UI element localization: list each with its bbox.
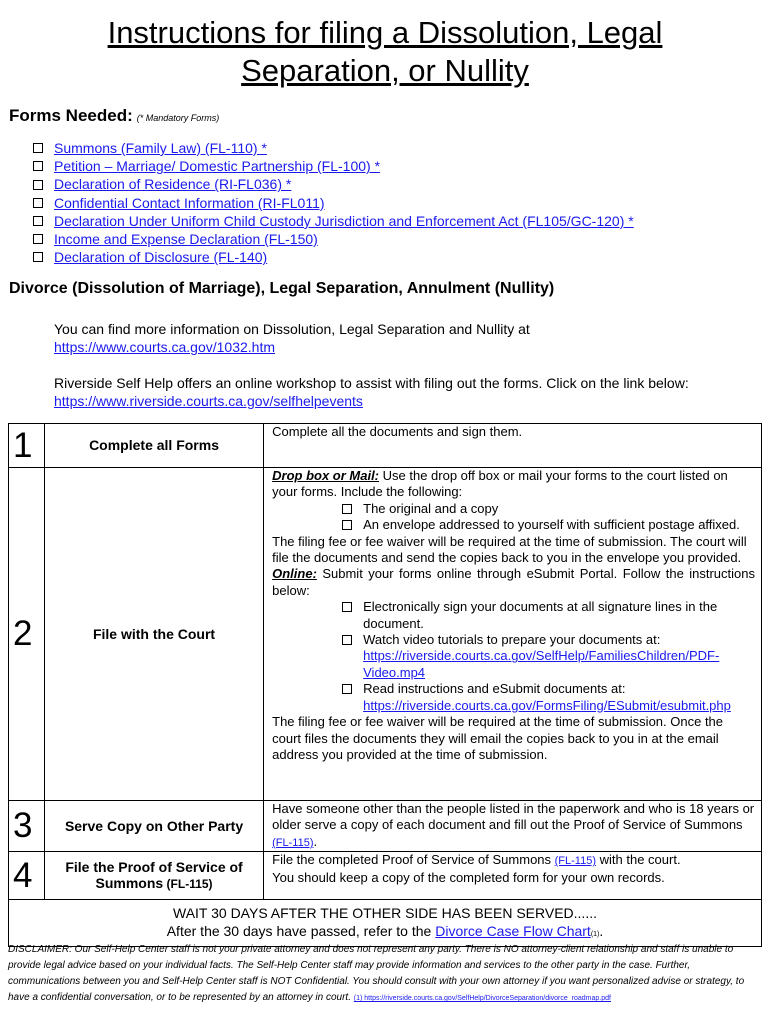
dropbox-after: The filing fee or fee waiver will be required at the time of submission. The court will file the documents and send the copies back to you in the envelope you provided. xyxy=(272,533,747,566)
disclaimer xyxy=(8,942,762,1007)
checkbox-icon[interactable] xyxy=(33,216,43,226)
wait-row xyxy=(9,900,762,947)
dropbox-item xyxy=(272,501,755,517)
fl-115-link[interactable]: (FL-115) xyxy=(554,855,597,868)
form-item xyxy=(33,212,634,230)
info-text-2: Riverside Self Help offers an online workshop to assist with filing out the forms. Click on the link below: xyxy=(54,375,689,391)
form-item xyxy=(33,248,634,266)
esubmit-link[interactable]: https://riverside.courts.ca.gov/FormsFiling/ESubmit/esubmit.php xyxy=(363,697,731,713)
step-3-text: Have someone other than the people listed in the paperwork and who is 18 years or older serve a copy of each document and fill out the Proof of Service of Summons xyxy=(272,801,755,833)
wait-line-2-text: After the 30 days have passed, refer to the xyxy=(166,923,436,940)
footnote-ref: (1) xyxy=(590,931,600,939)
checkbox-icon[interactable] xyxy=(33,161,43,171)
steps-table xyxy=(8,423,762,947)
wait-line-1: WAIT 30 DAYS AFTER THE OTHER SIDE HAS BEEN SERVED...... xyxy=(173,905,597,922)
step-3-end: . xyxy=(313,833,318,849)
dropbox-label: Drop box or Mail: xyxy=(272,468,380,483)
online-item-text: Watch video tutorials to prepare your documents at: xyxy=(363,632,661,648)
step-number: 4 xyxy=(9,852,45,900)
form-link-residence[interactable]: Declaration of Residence (RI-FL036) * xyxy=(54,176,292,193)
title-line-1: Instructions for filing a Dissolution, Legal xyxy=(107,15,663,50)
info-paragraph-2 xyxy=(54,374,689,410)
form-link-uccjea[interactable]: Declaration Under Uniform Child Custody Jurisdiction and Enforcement Act (FL105/GC-120) * xyxy=(54,212,634,229)
step-number: 1 xyxy=(9,424,45,468)
step-name: Serve Copy on Other Party xyxy=(44,801,263,852)
page-title xyxy=(0,14,770,90)
info-paragraph-1 xyxy=(54,320,530,356)
video-tutorial-link[interactable]: https://riverside.courts.ca.gov/SelfHelp/FamiliesChildren/PDF-Video.mp4 xyxy=(363,648,720,680)
step-name xyxy=(44,852,263,900)
forms-needed-heading xyxy=(9,106,219,126)
checkbox-icon[interactable] xyxy=(342,504,352,514)
self-help-events-link[interactable]: https://www.riverside.courts.ca.gov/selfhelpevents xyxy=(54,393,363,409)
section-heading: Divorce (Dissolution of Marriage), Legal Separation, Annulment (Nullity) xyxy=(9,280,555,297)
step-row-3 xyxy=(9,801,762,852)
step-4-keep-copy: You should keep a copy of the completed form for your own records. xyxy=(272,869,665,885)
step-4-name: File the Proof of Service of Summons xyxy=(65,858,243,892)
online-item-text: Electronically sign your documents at all signature lines in the document. xyxy=(363,599,718,631)
form-link-petition[interactable]: Petition – Marriage/ Domestic Partnership (FL-100) * xyxy=(54,158,381,175)
forms-checklist xyxy=(33,139,634,266)
step-4-text: File the completed Proof of Service of Summons xyxy=(272,852,555,868)
step-row-2 xyxy=(9,468,762,801)
form-item xyxy=(33,157,634,175)
step-description xyxy=(264,801,762,852)
checkbox-icon[interactable] xyxy=(342,520,352,530)
wait-notice xyxy=(9,900,762,947)
dropbox-item-text: The original and a copy xyxy=(363,500,499,516)
step-4-form-code: (FL-115) xyxy=(163,877,213,892)
form-item xyxy=(33,175,634,193)
checkbox-icon[interactable] xyxy=(342,635,352,645)
online-after: The filing fee or fee waiver will be required at the time of submission. Once the court files the documents they will email the copies back to you in at the email address you provided at the time of submission. xyxy=(272,714,724,762)
step-description xyxy=(264,852,762,900)
step-number: 3 xyxy=(9,801,45,852)
online-intro xyxy=(272,566,755,599)
step-name: File with the Court xyxy=(44,468,263,801)
online-item xyxy=(272,599,755,632)
online-item-text: Read instructions and eSubmit documents at: xyxy=(363,681,626,697)
step-4-text-end: with the court. xyxy=(596,852,681,868)
online-label: Online: xyxy=(272,566,317,582)
checkbox-icon[interactable] xyxy=(342,684,352,694)
dropbox-item xyxy=(272,517,755,533)
info-text-1: You can find more information on Dissolution, Legal Separation and Nullity at xyxy=(54,321,530,337)
case-flow-chart-link[interactable]: Divorce Case Flow Chart xyxy=(435,923,591,940)
checkbox-icon[interactable] xyxy=(33,234,43,244)
dropbox-text: Use the drop off box or mail your forms to the court listed on your forms. Include the following: xyxy=(272,468,728,500)
form-item xyxy=(33,194,634,212)
checkbox-icon[interactable] xyxy=(33,143,43,153)
form-link-income-expense[interactable]: Income and Expense Declaration (FL-150) xyxy=(54,231,318,248)
checkbox-icon[interactable] xyxy=(342,602,352,612)
step-row-1 xyxy=(9,424,762,468)
fl-115-link[interactable]: (FL-115) xyxy=(272,836,314,849)
title-line-2: Separation, or Nullity xyxy=(241,53,529,88)
dropbox-item-text: An envelope addressed to yourself with sufficient postage affixed. xyxy=(363,517,740,533)
online-text: Submit your forms online through eSubmit Portal. Follow the instructions below: xyxy=(272,566,755,598)
step-number: 2 xyxy=(9,468,45,801)
wait-line-2: After the 30 days have passed, refer to the Divorce Case Flow Chart(1). xyxy=(166,923,604,940)
online-item xyxy=(272,681,755,714)
step-description xyxy=(264,424,762,468)
checkbox-icon[interactable] xyxy=(33,252,43,262)
step-name: Complete all Forms xyxy=(44,424,263,468)
mandatory-note: (* Mandatory Forms) xyxy=(136,113,220,123)
checkbox-icon[interactable] xyxy=(33,198,43,208)
step-description xyxy=(264,468,762,801)
roadmap-pdf-link[interactable]: (1) https://riverside.courts.ca.gov/SelfHelp/DivorceSeparation/divorce_roadmap.pdf xyxy=(353,995,611,1002)
forms-needed-label: Forms Needed: xyxy=(9,106,133,125)
online-item xyxy=(272,632,755,681)
form-link-disclosure[interactable]: Declaration of Disclosure (FL-140) xyxy=(54,249,268,266)
dropbox-intro xyxy=(272,468,755,501)
form-link-confidential-contact[interactable]: Confidential Contact Information (RI-FL011) xyxy=(54,194,325,211)
disclaimer-text: DISCLAIMER: Our Self-Help Center staff is not your private attorney and does not represent any party. There is NO attorney-client relationship and staff is unable to provide legal advice based on your individual facts. The Self-Help Center staff may provide information and services to the other party in the case. Further, communications between you and Self-Help Center staff is NOT Confidential. You should consult with your own attorney if you want personalized advise or strategy, to have a confidential conversation, or to be represented by an attorney in court. xyxy=(8,944,745,1003)
step-row-4 xyxy=(9,852,762,900)
step-1-text: Complete all the documents and sign them. xyxy=(272,424,523,439)
form-item xyxy=(33,139,634,157)
form-item xyxy=(33,230,634,248)
courts-info-link[interactable]: https://www.courts.ca.gov/1032.htm xyxy=(54,339,275,355)
checkbox-icon[interactable] xyxy=(33,180,43,190)
form-link-summons[interactable]: Summons (Family Law) (FL-110) * xyxy=(54,140,267,156)
